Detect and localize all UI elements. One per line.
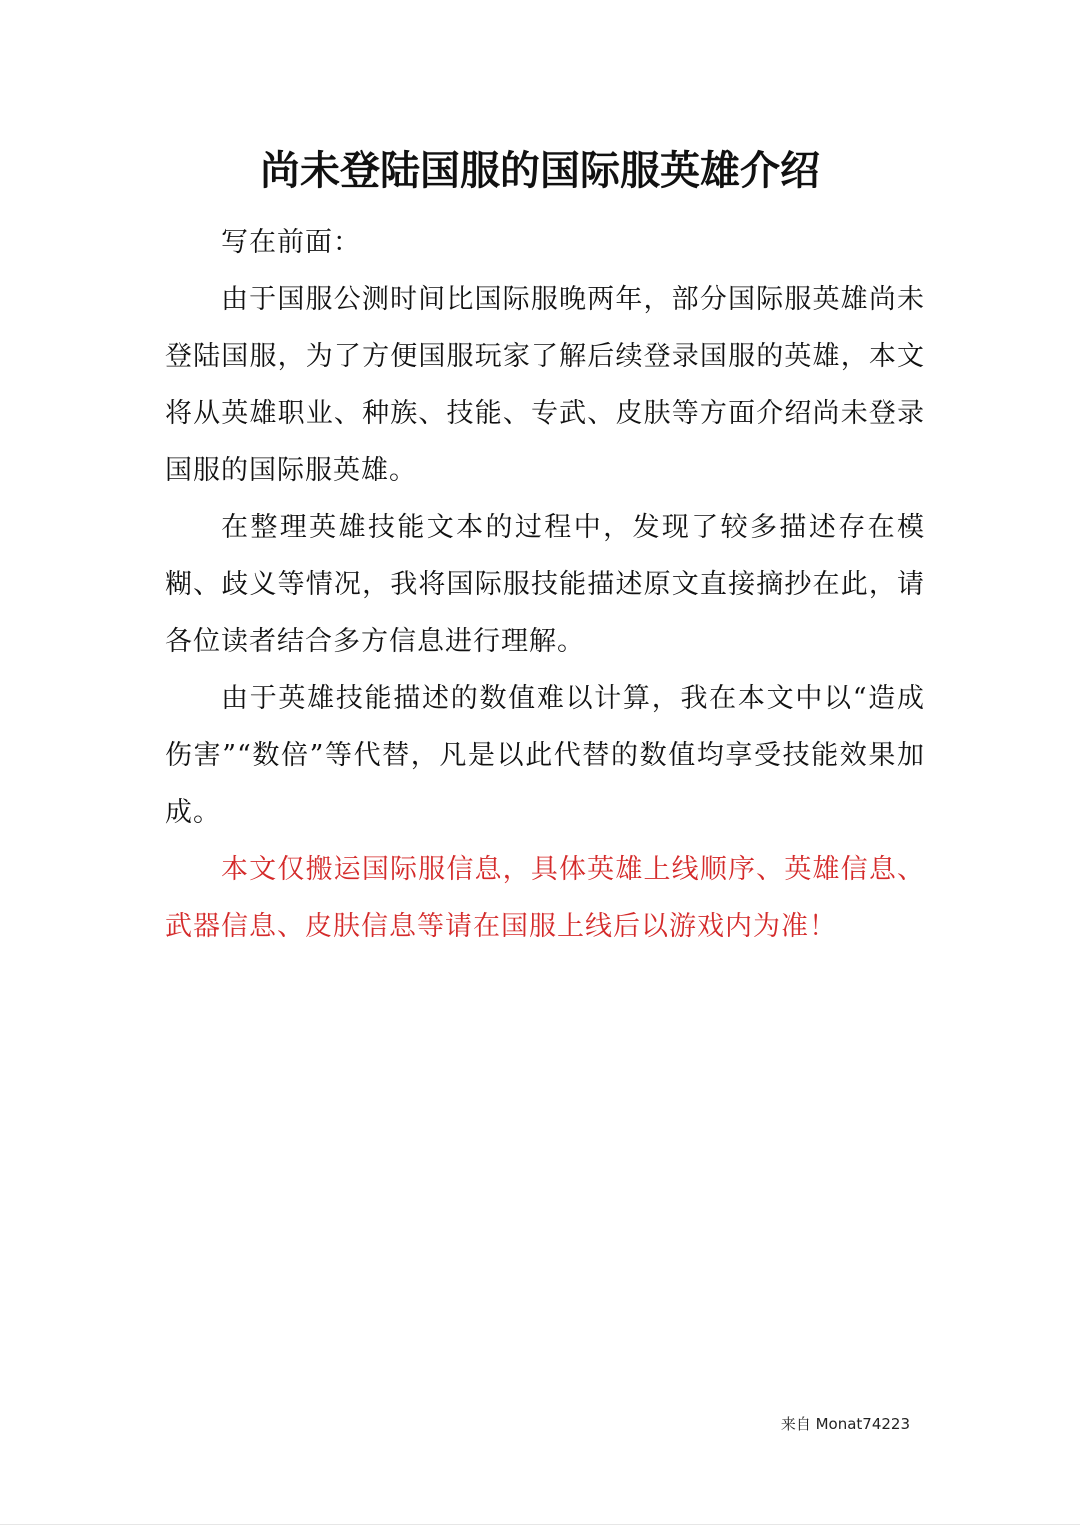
bottom-divider [0,1524,1080,1525]
paragraph-intro: 由于国服公测时间比国际服晚两年，部分国际服英雄尚未登陆国服，为了方便国服玩家了解后续登录国服的英雄，本文将从英雄职业、种族、技能、专武、皮肤等方面介绍尚未登录国服的国际服英雄。 [165,284,925,486]
paragraph-skill-text-note: 在整理英雄技能文本的过程中，发现了较多描述存在模糊、歧义等情况，我将国际服技能描述原文直接摘抄在此，请各位读者结合多方信息进行理解。 [165,512,925,657]
document-body [165,214,925,955]
footer-credit: 来自 Monat74223 [780,1415,910,1433]
paragraph-disclaimer: 本文仅搬运国际服信息，具体英雄上线顺序、英雄信息、武器信息、皮肤信息等请在国服上线后以游戏内为准！ [165,854,925,942]
page-title: 尚未登陆国服的国际服英雄介绍 [260,147,820,194]
paragraph-preface-heading: 写在前面： [221,227,361,258]
paragraph-values-note: 由于英雄技能描述的数值难以计算，我在本文中以“造成伤害”“数倍”等代替，凡是以此代替的数值均享受技能效果加成。 [165,683,925,828]
